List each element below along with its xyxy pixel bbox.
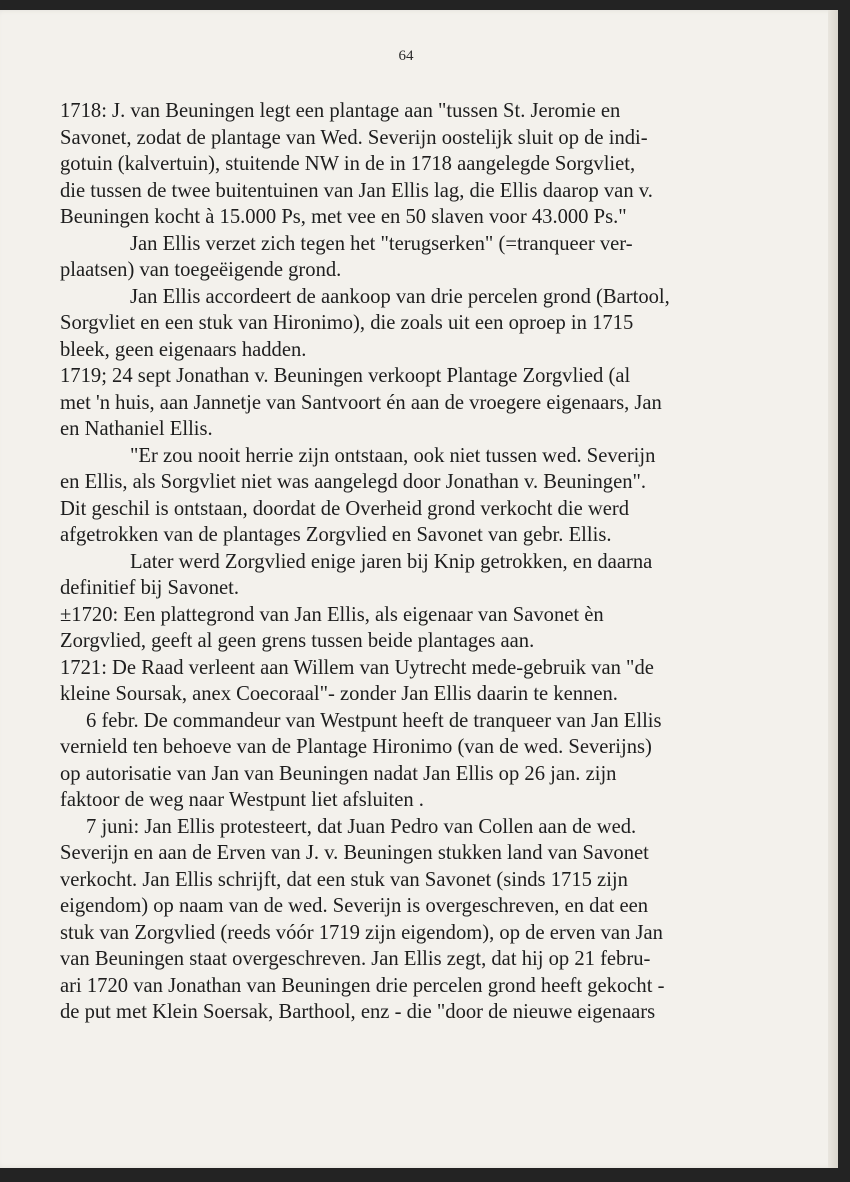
text-line: gotuin (kalvertuin), stuitende NW in de in 1718 aangelegde Sorgvliet, [60,153,636,175]
text-line: 6 febr. De commandeur van Westpunt heeft de tranqueer van Jan Ellis [86,709,662,732]
text-line: Severijn en aan de Erven van J. v. Beuningen stukken land van Savonet [60,842,649,864]
text-line: stuk van Zorgvlied (reeds vóór 1719 zijn eigendom), op de erven van Jan [60,921,663,944]
text-line: 1719; 24 sept Jonathan v. Beuningen verkoopt Plantage Zorgvlied (al [60,365,631,387]
text-line: plaatsen) van toegeëigende grond. [60,259,342,281]
body-text [60,98,760,1026]
text-line: verkocht. Jan Ellis schrijft, dat een stuk van Savonet (sinds 1715 zijn [60,868,628,891]
text-line: bleek, geen eigenaars hadden. [60,338,307,361]
text-line: ±1720: Een plattegrond van Jan Ellis, als eigenaar van Savonet èn [60,603,604,626]
text-line: ari 1720 van Jonathan van Beuningen drie percelen grond heeft gekocht - [60,974,665,997]
text-line: Dit geschil is ontstaan, doordat de Overheid grond verkocht die werd [60,497,630,520]
text-line: definitief bij Savonet. [60,577,240,599]
text-line: "Er zou nooit herrie zijn ontstaan, ook niet tussen wed. Severijn [130,444,656,467]
text-line: Zorgvlied, geeft al geen grens tussen beide plantages aan. [60,630,535,652]
text-line: afgetrokken van de plantages Zorgvlied en Savonet van gebr. Ellis. [60,524,612,546]
text-line: die tussen de twee buitentuinen van Jan Ellis lag, die Ellis daarop van v. [60,179,653,202]
text-line: kleine Soursak, anex Coecoraal"- zonder Jan Ellis daarin te kennen. [60,683,618,705]
text-line: de put met Klein Soersak, Barthool, enz - die "door de nieuwe eigenaars [60,1001,656,1023]
text-line: van Beuningen staat overgeschreven. Jan Ellis zegt, dat hij op 21 febru- [60,948,651,970]
text-line: en Nathaniel Ellis. [60,418,213,440]
text-line: Savonet, zodat de plantage van Wed. Severijn oostelijk sluit op de indi- [60,126,648,149]
document-page [0,10,838,1168]
text-line: 1718: J. van Beuningen legt een plantage aan "tussen St. Jeromie en [60,100,621,122]
text-line: op autorisatie van Jan van Beuningen nadat Jan Ellis op 26 jan. zijn [60,762,617,785]
text-line: Sorgvliet en een stuk van Hironimo), die zoals uit een oproep in 1715 [60,312,634,334]
text-line: eigendom) op naam van de wed. Severijn is overgeschreven, en dat een [60,895,649,917]
text-line: met 'n huis, aan Jannetje van Santvoort én aan de vroegere eigenaars, Jan [60,391,662,414]
text-line: en Ellis, als Sorgvliet niet was aangelegd door Jonathan v. Beuningen". [60,471,647,493]
page-edge [828,10,838,1168]
text-line: 1721: De Raad verleent aan Willem van Uytrecht mede-gebruik van "de [60,656,654,679]
text-line: Jan Ellis verzet zich tegen het "terugserken" (=tranqueer ver- [130,232,633,255]
text-line: Later werd Zorgvlied enige jaren bij Knip getrokken, en daarna [130,550,653,573]
text-line: Jan Ellis accordeert de aankoop van drie percelen grond (Bartool, [130,285,670,308]
page-number: 64 [398,48,414,64]
text-line: faktoor de weg naar Westpunt liet afsluiten . [60,789,424,811]
text-line: 7 juni: Jan Ellis protesteert, dat Juan Pedro van Collen aan de wed. [86,815,637,838]
text-line: Beuningen kocht à 15.000 Ps, met vee en 50 slaven voor 43.000 Ps." [60,206,627,228]
text-line: vernield ten behoeve van de Plantage Hironimo (van de wed. Severijns) [60,736,652,758]
